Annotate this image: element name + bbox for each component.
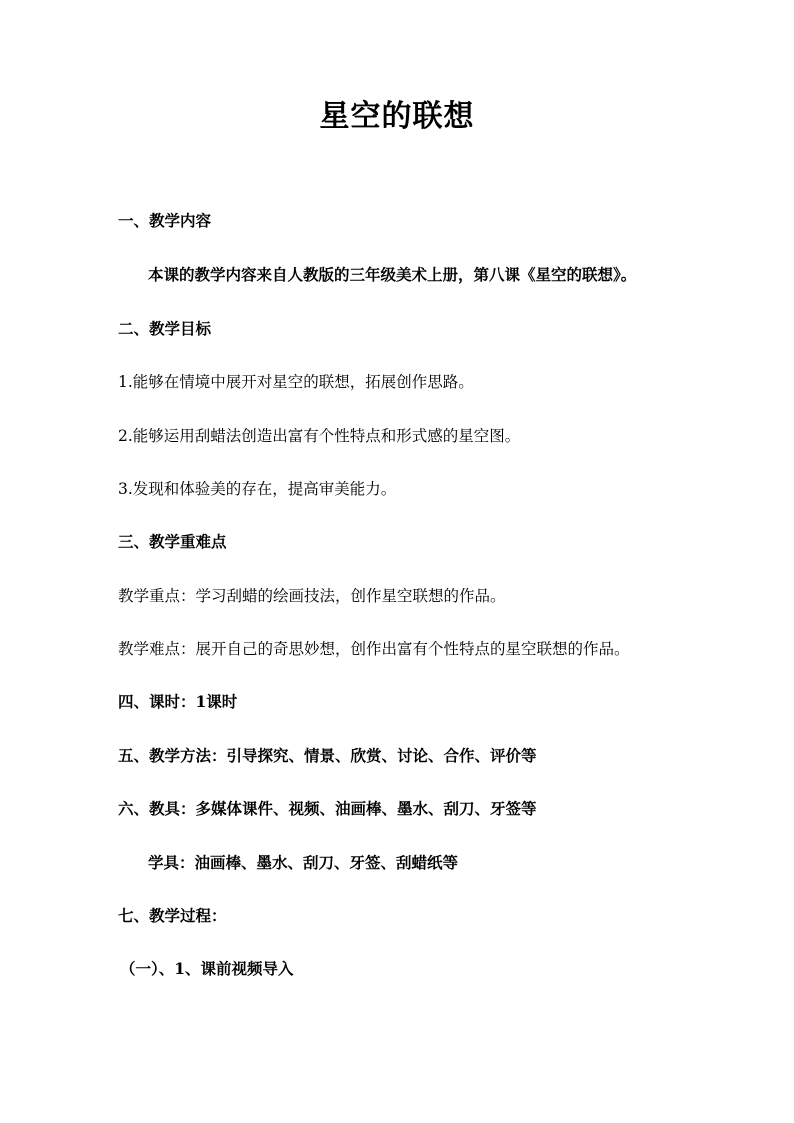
section-class-hours: 四、课时：1课时 [118,692,238,711]
process-subsection-1: （一）、1、课前视频导入 [120,959,294,978]
goal-item-3: 3.发现和体验美的存在，提高审美能力。 [118,480,397,498]
goal-item-1: 1.能够在情境中展开对星空的联想，拓展创作思路。 [118,373,474,391]
content-paragraph: 本课的教学内容来自人教版的三年级美术上册，第八课《星空的联想》。 [148,265,637,284]
section-heading-key-points: 三、教学重难点 [118,532,227,551]
section-teaching-methods: 五、教学方法：引导探究、情景、欣赏、讨论、合作、评价等 [118,746,537,765]
section-heading-goals: 二、教学目标 [118,319,212,338]
section-heading-content: 一、教学内容 [118,211,212,230]
key-point-text: 教学重点：学习刮蜡的绘画技法，创作星空联想的作品。 [118,587,506,605]
difficult-point-text: 教学难点：展开自己的奇思妙想，创作出富有个性特点的星空联想的作品。 [118,640,630,658]
student-materials: 学具：油画棒、墨水、刮刀、牙签、刮蜡纸等 [148,853,459,872]
section-teaching-aids: 六、教具：多媒体课件、视频、油画棒、墨水、刮刀、牙签等 [118,799,537,818]
goal-item-2: 2.能够运用刮蜡法创造出富有个性特点和形式感的星空图。 [118,427,521,445]
section-heading-process: 七、教学过程： [118,906,227,925]
document-title: 星空的联想 [319,99,475,134]
